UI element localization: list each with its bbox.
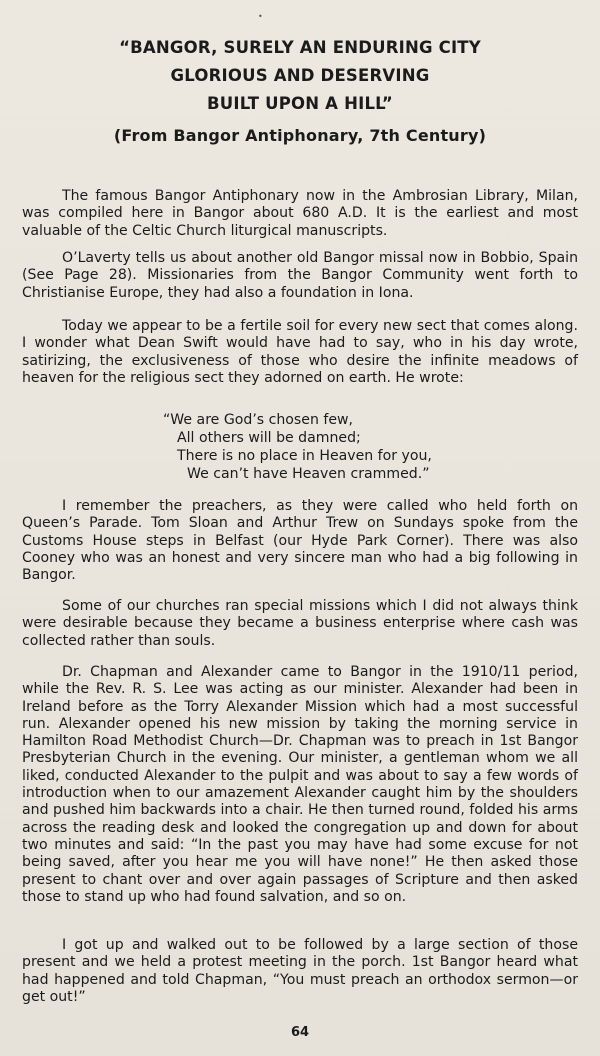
title-line-1: “BANGOR, SURELY AN ENDURING CITY [119,38,481,57]
title-line-2: GLORIOUS AND DESERVING [170,66,430,85]
page-number: 64 [290,1025,310,1040]
verse-line: All others will be damned; [177,430,361,446]
paragraph-chapman-alexander [22,664,578,906]
paragraph-text: Today we appear to be a fertile soil for every new sect that comes along. I wonder what Dean Swift would have had to say, who in his day wrote, satirizing, the exclusiveness of those who desire the infinite meadows of heaven for the religious sect they adorned on earth. He wrote: [22,318,578,386]
paragraph-text: The famous Bangor Antiphonary now in the Ambrosian Library, Milan, was compiled here in Bangor about 680 A.D. It is the earliest and most valuable of the Celtic Church liturgical manuscripts. [22,188,578,239]
paragraph-text: Dr. Chapman and Alexander came to Bangor in the 1910/11 period, while the Rev. R. S. Lee was acting as our minister. Alexander had been in Ireland before as the Torry Alexander Mission which had a most successful run. Alexander opened his new mission by taking the morning service in Hamilton Road Methodist Church—Dr. Chapman was to preach in 1st Bangor Presbyterian Church in the evening. Our minister, a gentleman whom we all liked, conducted Alexander to the pulpit and was about to say a few words of introduction when to our amazement Alexander caught him by the shoulders and pushed him backwards into a chair. He then turned round, folded his arms across the reading desk and looked the congregation up and down for about two minutes and said: “In the past you may have had some excuse for not being saved, after you hear me you will have none!” He then asked those present to chant over and over again passages of Scripture and then asked those to stand up who had found salvation, and so on. [22,664,578,905]
paragraph-missal [22,250,578,302]
verse-line: There is no place in Heaven for you, [177,448,432,464]
paragraph-preachers [22,498,578,584]
verse-line: “We are God’s chosen few, [163,412,353,428]
paragraph-text: I remember the preachers, as they were called who held forth on Queen’s Parade. Tom Sloan and Arthur Trew on Sundays spoke from the Customs House steps in Belfast (our Hyde Park Corner). There was also Cooney who was an honest and very sincere man who had a big following in Bangor. [22,498,578,584]
title-line-3: BUILT UPON A HILL” [207,94,393,113]
paragraph-text: I got up and walked out to be followed by a large section of those present and we held a protest meeting in the porch. 1st Bangor heard what had happened and told Chapman, “You must preach an orthodox sermon—or get out!” [22,937,578,1005]
paragraph-antiphonary [22,188,578,240]
paragraph-missions [22,598,578,650]
paragraph-text: Some of our churches ran special missions which I did not always think were desirable because they became a business enterprise where cash was collected rather than souls. [22,598,578,649]
verse-line: We can’t have Heaven crammed.” [187,466,430,482]
title-source: (From Bangor Antiphonary, 7th Century) [113,126,487,145]
top-mark: • [258,12,263,21]
paragraph-text: O’Laverty tells us about another old Bangor missal now in Bobbio, Spain (See Page 28). Missionaries from the Bangor Community went forth to Christianise Europe, they had also a foundation in Iona. [22,250,578,301]
paragraph-protest [22,937,578,1006]
paragraph-sects [22,318,578,387]
